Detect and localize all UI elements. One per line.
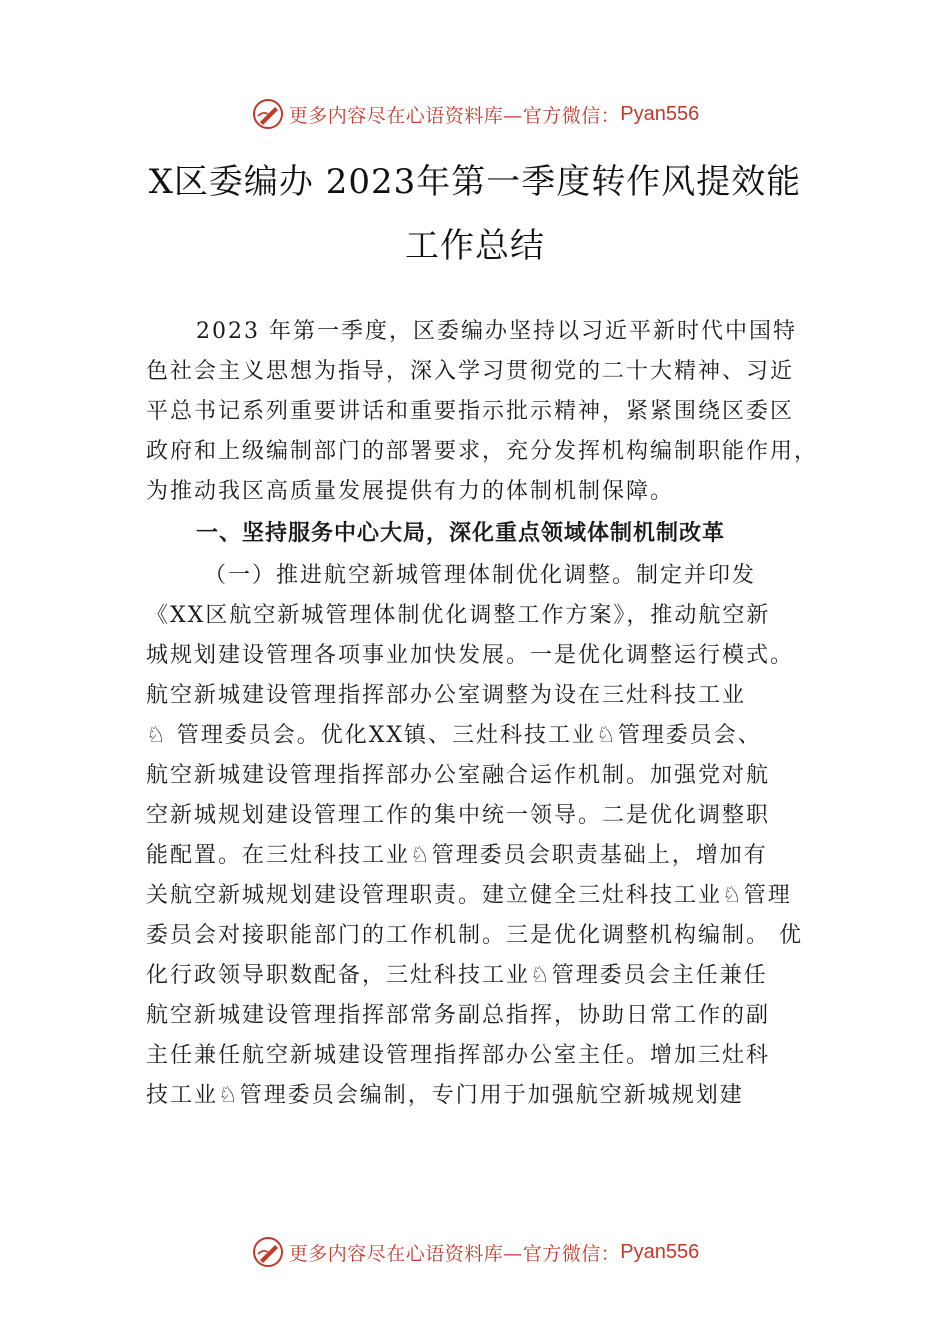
paragraph-line: 为推动我区高质量发展提供有力的体制机制保障。 [146, 479, 675, 504]
paragraph-line: 航空新城建设管理指挥部常务副总指挥，协助日常工作的副 [146, 1003, 771, 1028]
header-banner [0, 94, 950, 134]
paragraph-line: 能配置。在三灶科技工业♘管理委员会职责基础上，增加有 [146, 843, 768, 868]
paragraph-line: 主任兼任航空新城建设管理指挥部办公室主任。增加三灶科 [146, 1043, 771, 1068]
pen-circle-icon [251, 1235, 285, 1269]
paragraph-line: 航空新城建设管理指挥部办公室调整为设在三灶科技工业 [146, 683, 747, 708]
footer-banner [0, 1232, 950, 1272]
paragraph-line: 航空新城建设管理指挥部办公室融合运作机制。加强党对航 [146, 763, 771, 788]
document-body [146, 312, 836, 1116]
paragraph-line: 平总书记系列重要讲话和重要指示批示精神，紧紧围绕区委区 [146, 399, 795, 424]
subsection-heading-line: （一）推进航空新城管理体制优化调整。制定并印发 [204, 563, 757, 588]
pen-circle-icon [251, 97, 285, 131]
paragraph-line: 空新城规划建设管理工作的集中统一领导。二是优化调整职 [146, 803, 771, 828]
paragraph-line: 《XX区航空新城管理体制优化调整工作方案》，推动航空新 [146, 603, 771, 628]
paragraph-line: 色社会主义思想为指导，深入学习贯彻党的二十大精神、习近 [146, 359, 795, 384]
banner-wechat-id: Pyan556 [620, 1240, 700, 1263]
banner-wechat-id: Pyan556 [620, 102, 700, 125]
paragraph-line: 关航空新城规划建设管理职责。建立健全三灶科技工业♘管理 [146, 883, 792, 908]
document-title-line-2: 工作总结 [405, 226, 545, 266]
document-title-line-1: X区委编办 2023年第一季度转作风提效能 [148, 162, 802, 202]
paragraph-line: 化行政领导职数配备，三灶科技工业♘管理委员会主任兼任 [146, 963, 768, 988]
paragraph-line: 2023 年第一季度，区委编办坚持以习近平新时代中国特 [196, 319, 797, 344]
paragraph-line: 政府和上级编制部门的部署要求，充分发挥机构编制职能作用， [146, 439, 819, 464]
banner-text: 更多内容尽在心语资料库—官方微信： [288, 104, 621, 127]
paragraph-line: 城规划建设管理各项事业加快发展。一是优化调整运行模式。 [146, 643, 795, 668]
paragraph-line: 技工业♘管理委员会编制，专门用于加强航空新城规划建 [146, 1083, 744, 1108]
section-heading: 一、坚持服务中心大局，深化重点领域体制机制改革 [196, 521, 726, 546]
banner-text: 更多内容尽在心语资料库—官方微信： [288, 1242, 621, 1265]
paragraph-line: ♘ 管理委员会。优化XX镇、三灶科技工业♘管理委员会、 [146, 723, 762, 748]
paragraph-line: 委员会对接职能部门的工作机制。三是优化调整机构编制。 优 [146, 923, 803, 948]
